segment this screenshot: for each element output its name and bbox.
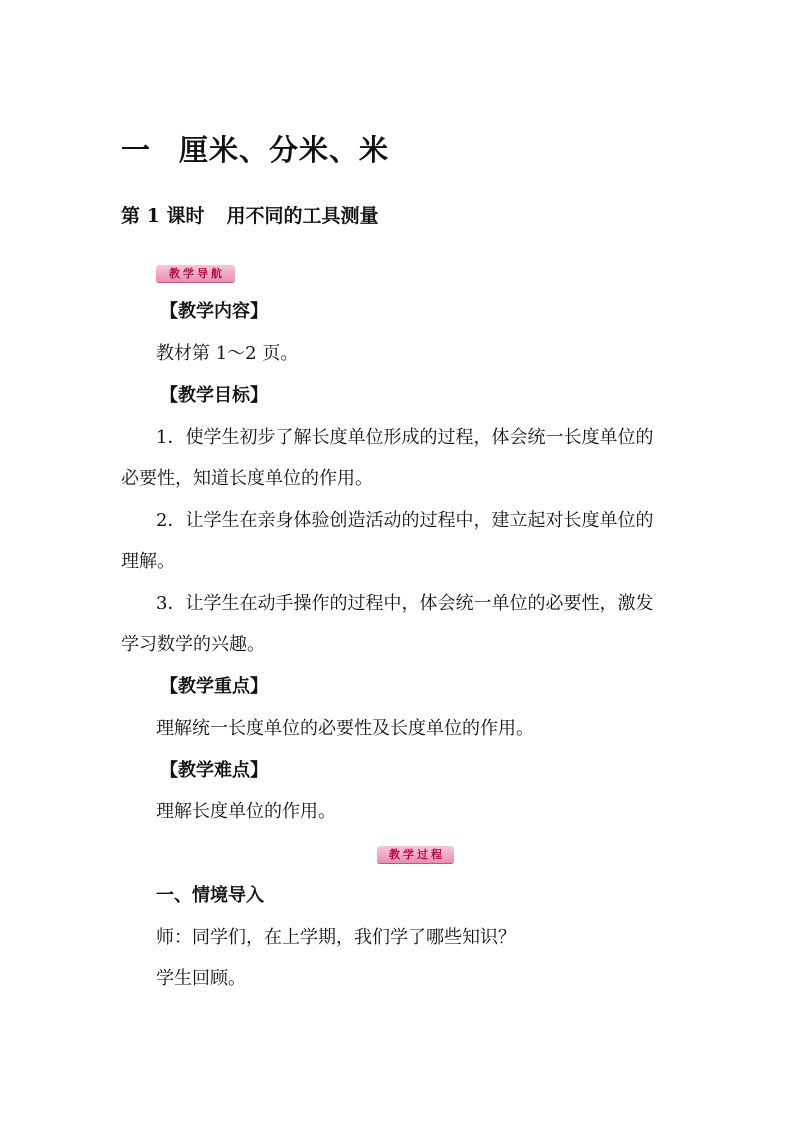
teacher-question: 师：同学们，在上学期，我们学了哪些知识？ — [156, 927, 516, 948]
goals-heading: 【教学目标】 — [160, 385, 268, 406]
content-text: 教材第 1～2 页。 — [156, 343, 299, 364]
lesson-name: 用不同的工具测量 — [226, 205, 379, 227]
goal-item-1-line-2: 必要性，知道长度单位的作用。 — [121, 468, 373, 489]
lesson-title — [121, 201, 378, 228]
lesson-label: 第 1 课时 — [121, 205, 205, 227]
chapter-name: 厘米、分米、米 — [179, 133, 390, 167]
key-points-text: 理解统一长度单位的必要性及长度单位的作用。 — [156, 718, 534, 739]
goal-item-2-line-2: 理解。 — [121, 551, 175, 572]
difficulties-heading: 【教学难点】 — [160, 760, 268, 781]
chapter-title — [121, 128, 389, 169]
student-response: 学生回顾。 — [156, 968, 246, 989]
goal-item-3-line-2: 学习数学的兴趣。 — [121, 634, 265, 655]
teaching-nav-badge: 教学导航 — [156, 265, 235, 282]
goal-item-2-line-1: 2．让学生在亲身体验创造活动的过程中，建立起对长度单位的 — [156, 510, 654, 531]
key-points-heading: 【教学重点】 — [160, 676, 268, 697]
content-heading: 【教学内容】 — [160, 301, 268, 322]
chapter-number: 一 — [121, 133, 152, 167]
teaching-process-badge: 教学过程 — [377, 846, 454, 863]
difficulties-text: 理解长度单位的作用。 — [156, 801, 336, 822]
goal-item-3-line-1: 3．让学生在动手操作的过程中，体会统一单位的必要性，激发 — [156, 593, 654, 614]
section-intro-heading: 一、情境导入 — [156, 885, 264, 906]
goal-item-1-line-1: 1．使学生初步了解长度单位形成的过程，体会统一长度单位的 — [156, 427, 654, 448]
